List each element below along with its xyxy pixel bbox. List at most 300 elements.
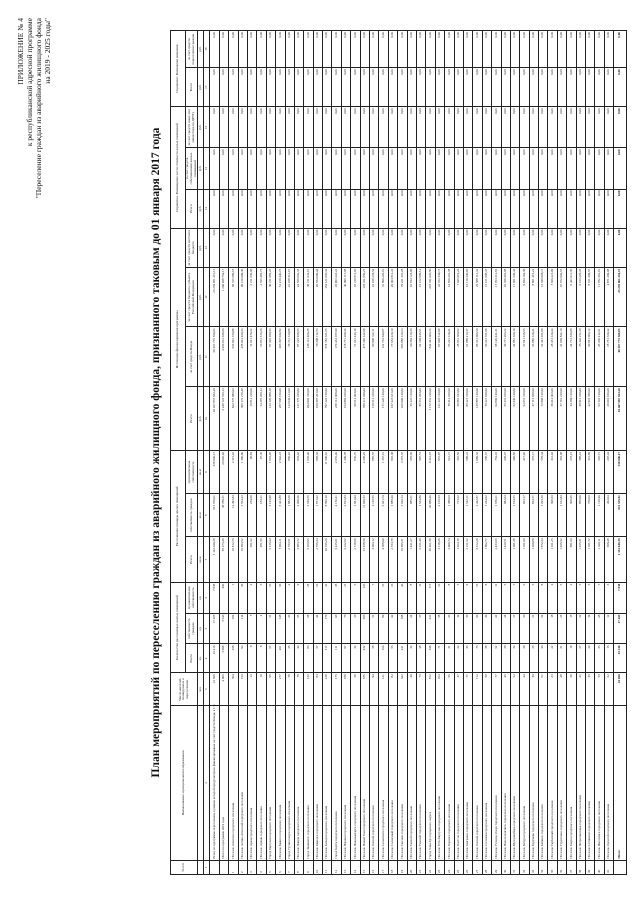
municipality-name: Поселок Наушки городского поселения — [341, 706, 350, 860]
value-cell: 60 367 775 569,05 — [210, 327, 219, 387]
value-cell: 68 120 441,31 — [492, 327, 501, 387]
value-cell: 1 367,16 — [379, 450, 388, 493]
value-cell: 24 712 334,08 — [567, 327, 576, 387]
value-cell: 85 273,38 — [219, 537, 228, 582]
value-cell: 0,00 — [426, 31, 435, 68]
municipality-name: Поселок Агинское городского поселения — [229, 706, 238, 860]
value-cell: 89 — [379, 613, 388, 644]
value-cell: 1 681,94 — [351, 494, 360, 537]
value-cell: 171 220 120,00 — [379, 387, 388, 451]
value-cell: 0,00 — [238, 31, 247, 68]
municipality-name: Поселок Онохой городского поселения — [473, 706, 482, 860]
value-cell: 20 889,40 — [426, 494, 435, 537]
municipality-name: Поселок Иволгинск городского поселения — [595, 706, 604, 860]
value-cell: 0,00 — [238, 228, 247, 267]
value-cell: 951,87 — [435, 450, 444, 493]
value-cell: 51 — [266, 613, 275, 644]
value-cell: 83 — [313, 673, 322, 706]
row-number: 14 — [351, 860, 360, 874]
row-number: 15 — [360, 860, 369, 874]
value-cell: 22 — [548, 644, 557, 673]
value-cell: 22 612 340,11 — [435, 267, 444, 327]
value-cell: 5 421,88 — [276, 494, 285, 537]
value-cell: 881,60 — [567, 537, 576, 582]
value-cell: 0,00 — [539, 107, 548, 148]
table-row — [557, 31, 566, 875]
value-cell: 0,00 — [266, 107, 275, 148]
municipality-name: Поселок Петропавловка городского поселения — [576, 706, 585, 860]
value-cell: 1 152 049,38 — [210, 537, 219, 582]
column-number-cell: 1 — [204, 860, 210, 874]
value-cell: 93 — [332, 613, 341, 644]
value-cell: 4 906 — [219, 673, 228, 706]
municipality-name: Поселок Селенгинск городского поселения — [379, 706, 388, 860]
value-cell: 0,00 — [595, 68, 604, 107]
row-number: 32 — [520, 860, 529, 874]
value-cell: 15 458,59 — [360, 537, 369, 582]
total-label: Итого — [614, 706, 627, 860]
value-cell: 0,00 — [247, 228, 256, 267]
value-cell: 7 620,14 — [398, 494, 407, 537]
row-number: 9 — [304, 860, 313, 874]
value-cell: 0,00 — [595, 31, 604, 68]
value-cell: 0,00 — [445, 31, 454, 68]
municipality-name: Поселок Хоринск городского поселения — [445, 706, 454, 860]
value-cell: 813 559,01 — [210, 494, 219, 537]
value-cell: 0,00 — [323, 31, 332, 68]
value-cell: 1 024,18 — [454, 537, 463, 582]
value-cell: 0,00 — [285, 228, 294, 267]
value-cell: 13 — [313, 582, 322, 613]
value-cell: 0,00 — [294, 148, 303, 189]
value-cell: 797 224 150,00 — [323, 387, 332, 451]
row-number: 18 — [388, 860, 397, 874]
value-cell: 0,00 — [520, 107, 529, 148]
value-cell: 0,00 — [219, 228, 228, 267]
total-value-cell: 7 838 — [614, 582, 627, 613]
value-cell: 0,00 — [426, 189, 435, 228]
column-number-cell: 11 — [204, 327, 210, 387]
value-cell: 48 912 010,00 — [576, 387, 585, 451]
value-cell: 148 — [276, 613, 285, 644]
row-number: 16 — [370, 860, 379, 874]
value-cell: 1 104,55 — [510, 494, 519, 537]
table-row — [454, 31, 463, 875]
value-cell: 26 — [351, 613, 360, 644]
value-cell: 0,00 — [360, 148, 369, 189]
value-cell: 61 — [539, 673, 548, 706]
value-cell: 0,00 — [426, 228, 435, 267]
table-row — [219, 31, 228, 875]
value-cell: 1 409,78 — [341, 450, 350, 493]
value-cell: 43 — [398, 582, 407, 613]
row-number: 35 — [548, 860, 557, 874]
value-cell: 58 — [435, 613, 444, 644]
value-cell: 4 — [247, 582, 256, 613]
value-cell: 0,00 — [323, 148, 332, 189]
value-cell: 0,00 — [576, 148, 585, 189]
value-cell: 0,00 — [360, 31, 369, 68]
municipality-name: Город Закаменск городского поселения — [304, 706, 313, 860]
value-cell: 94 — [370, 673, 379, 706]
value-cell: 75 — [473, 644, 482, 673]
value-cell: 579,34 — [539, 450, 548, 493]
municipality-name: Город Баргузин городского поселения — [266, 706, 275, 860]
value-cell: 217 — [323, 644, 332, 673]
value-cell: 13 121 008,47 — [482, 267, 491, 327]
column-number-cell: 18 — [204, 31, 210, 68]
unit-cell: руб. — [198, 68, 204, 107]
value-cell: 4 — [567, 582, 576, 613]
value-cell: 33 — [285, 613, 294, 644]
value-cell: 2 055,40 — [332, 450, 341, 493]
table-row — [313, 31, 322, 875]
value-cell: 27 — [510, 613, 519, 644]
value-cell: 39 412 003,00 — [548, 387, 557, 451]
value-cell: 0,00 — [604, 189, 613, 228]
value-cell: 201 — [276, 644, 285, 673]
value-cell: 154 — [238, 673, 247, 706]
value-cell: 44 — [313, 613, 322, 644]
value-cell: 0,00 — [294, 31, 303, 68]
value-cell: 0,00 — [351, 31, 360, 68]
table-row — [445, 31, 454, 875]
row-number: 21 — [416, 860, 425, 874]
value-cell: 79 221 301,28 — [398, 267, 407, 327]
value-cell: 53 — [276, 582, 285, 613]
value-cell: 0,00 — [501, 68, 510, 107]
col-header-ref1-total: Всего — [186, 189, 198, 228]
value-cell: 842 441 003,74 — [426, 327, 435, 387]
value-cell: 0,00 — [210, 31, 219, 68]
table-row — [360, 31, 369, 875]
municipality-name: Поселок Холтсон городского поселения — [454, 706, 463, 860]
value-cell: 1 888,40 — [388, 494, 397, 537]
value-cell: 72 998 120,00 — [539, 387, 548, 451]
value-cell: 0,00 — [219, 68, 228, 107]
value-cell: 0,00 — [266, 68, 275, 107]
value-cell: 0,00 — [304, 228, 313, 267]
col-header-ref2-total: Всего — [186, 68, 198, 107]
value-cell: 6 248 722 556,13 — [219, 387, 228, 451]
value-cell: 40 — [539, 644, 548, 673]
value-cell: 31 899 220,10 — [379, 267, 388, 327]
col-header-resettle-group: Расселяемая площадь жилых помещений — [171, 450, 186, 582]
value-cell: 8 — [257, 644, 266, 673]
value-cell: 0,00 — [567, 228, 576, 267]
value-cell: 0,00 — [360, 107, 369, 148]
value-cell: 6 — [501, 582, 510, 613]
value-cell: 23 259 961 216,15 — [210, 267, 219, 327]
value-cell: 117 — [426, 582, 435, 613]
value-cell: 0,00 — [586, 189, 595, 228]
value-cell: 0,00 — [257, 228, 266, 267]
value-cell: 98 612 003,00 — [351, 387, 360, 451]
value-cell: 0,00 — [247, 189, 256, 228]
value-cell: 0,00 — [557, 31, 566, 68]
value-cell: 338 040,17 — [210, 450, 219, 493]
value-cell: 4 — [548, 582, 557, 613]
value-cell: 67 — [266, 644, 275, 673]
value-cell: 30 — [482, 613, 491, 644]
value-cell: 34 — [510, 644, 519, 673]
value-cell: 0,00 — [567, 148, 576, 189]
row-number: 2 — [238, 860, 247, 874]
value-cell: 258 — [229, 644, 238, 673]
value-cell: 30 841 003,12 — [586, 327, 595, 387]
value-cell: 0,00 — [492, 107, 501, 148]
value-cell: 0,00 — [595, 148, 604, 189]
value-cell: 52 441 031,89 — [539, 327, 548, 387]
value-cell: 0,00 — [360, 68, 369, 107]
value-cell: 395 172 210,48 — [238, 387, 247, 451]
value-cell: 51 219 440,73 — [276, 267, 285, 327]
value-cell: 0,00 — [454, 31, 463, 68]
total-value-cell: 0,00 — [614, 31, 627, 68]
total-value-cell: 23 259 961 216,15 — [614, 267, 627, 327]
value-cell: 633 901 730,88 — [229, 327, 238, 387]
value-cell: 836,75 — [351, 450, 360, 493]
unit-cell: руб. — [198, 189, 204, 228]
value-cell: 0,00 — [548, 228, 557, 267]
value-cell: 1 244,62 — [482, 494, 491, 537]
value-cell: 30 990 117,08 — [341, 267, 350, 327]
row-number: 1 — [229, 860, 238, 874]
value-cell: 0,00 — [416, 68, 425, 107]
value-cell: 0,00 — [426, 68, 435, 107]
municipality-name: Поселок Кырен городского поселения — [567, 706, 576, 860]
col-header-ref2-a: за счет средств переселения граждан — [186, 31, 198, 68]
value-cell: 306 — [360, 613, 369, 644]
value-cell: 41 — [445, 644, 454, 673]
value-cell: 0,00 — [407, 228, 416, 267]
value-cell: 669,48 — [604, 537, 613, 582]
row-number: 30 — [501, 860, 510, 874]
value-cell: 0,00 — [313, 68, 322, 107]
value-cell: 15 — [379, 582, 388, 613]
value-cell: 87 226 930,55 — [294, 327, 303, 387]
total-value-cell: 92 467 867 932,20 — [614, 387, 627, 451]
value-cell: 2 050,30 — [294, 494, 303, 537]
value-cell: 86 221 310,00 — [463, 387, 472, 451]
row-number: 8 — [294, 860, 303, 874]
value-cell: 574 183 321,65 — [323, 327, 332, 387]
value-cell: 0,00 — [539, 31, 548, 68]
table-row — [595, 31, 604, 875]
value-cell: 1 670,40 — [304, 450, 313, 493]
total-value-cell: 0,00 — [614, 68, 627, 107]
total-value-cell: 0,00 — [614, 148, 627, 189]
value-cell: 1 523,89 — [416, 494, 425, 537]
value-cell: 0,00 — [454, 148, 463, 189]
col-header-fin-total: Всего — [186, 387, 198, 451]
value-cell: 0,00 — [416, 228, 425, 267]
table-row — [435, 31, 444, 875]
unit-cell: ед. — [198, 613, 204, 644]
value-cell: 15 — [473, 582, 482, 613]
value-cell: 204 902 310,00 — [304, 387, 313, 451]
row-number: 12 — [332, 860, 341, 874]
value-cell: 14 660 201,38 — [445, 267, 454, 327]
value-cell: 845,38 — [388, 450, 397, 493]
value-cell: 0,00 — [482, 189, 491, 228]
value-cell: 2 518,69 — [351, 537, 360, 582]
value-cell: 20 946,92 — [219, 450, 228, 493]
value-cell: 7 360 221,09 — [548, 267, 557, 327]
value-cell: 310,56 — [454, 450, 463, 493]
value-cell: 0,00 — [407, 107, 416, 148]
value-cell: 4 960 812 038,00 — [219, 327, 228, 387]
value-cell: 0,00 — [454, 189, 463, 228]
value-cell: 0,00 — [323, 228, 332, 267]
value-cell: 0,00 — [482, 31, 491, 68]
value-cell: 8 — [539, 582, 548, 613]
value-cell: 455,66 — [407, 450, 416, 493]
value-cell: 0,00 — [341, 228, 350, 267]
total-value-cell: 60 367 775 569,05 — [614, 327, 627, 387]
municipality-name: Поселок Джида городского поселения — [294, 706, 303, 860]
value-cell: 0,00 — [210, 68, 219, 107]
value-cell: 12 — [604, 613, 613, 644]
value-cell: 306 888 120,53 — [398, 327, 407, 387]
total-value-cell: 0,00 — [614, 107, 627, 148]
col-header-area-group: Количество расселяемых жилых помещений — [171, 582, 186, 673]
value-cell: 1 072,46 — [266, 450, 275, 493]
value-cell: 24 556 002,33 — [294, 267, 303, 327]
col-header-fin-fund: за счет средств Фонда — [186, 327, 198, 387]
value-cell: 4 438,26 — [360, 450, 369, 493]
table-row — [266, 31, 275, 875]
table-row — [257, 31, 266, 875]
value-cell: 30 211 082,25 — [266, 267, 275, 327]
value-cell: 0,00 — [454, 107, 463, 148]
col-header-area-mun: муниципальная собственность — [186, 582, 198, 613]
total-value-cell: 813 559,01 — [614, 494, 627, 537]
value-cell: 431 — [426, 613, 435, 644]
table-row — [351, 31, 360, 875]
row-number: 20 — [407, 860, 416, 874]
value-cell: 38 211 032,10 — [304, 267, 313, 327]
table-row — [229, 31, 238, 875]
value-cell: 22 109 233,54 — [370, 267, 379, 327]
value-cell: 0,00 — [294, 68, 303, 107]
row-number: 3 — [247, 860, 256, 874]
value-cell: 104 — [379, 644, 388, 673]
value-cell: 264,68 — [247, 494, 256, 537]
value-cell: 0,00 — [510, 148, 519, 189]
value-cell: 0,00 — [520, 228, 529, 267]
value-cell: 982,04 — [501, 494, 510, 537]
value-cell: 58 — [482, 673, 491, 706]
value-cell: 0,00 — [501, 189, 510, 228]
value-cell: 35 — [595, 644, 604, 673]
value-cell: 375,17 — [529, 450, 538, 493]
value-cell: 134 120 980,18 — [266, 387, 275, 451]
row-number: 37 — [567, 860, 576, 874]
value-cell: 92 467 867 932,20 — [210, 387, 219, 451]
value-cell: 45 — [463, 644, 472, 673]
value-cell: 0,00 — [238, 68, 247, 107]
value-cell: 2 812,84 — [341, 494, 350, 537]
value-cell: 0,00 — [576, 31, 585, 68]
value-cell: 154 121 003,42 — [323, 267, 332, 327]
value-cell: 0,00 — [539, 189, 548, 228]
value-cell: 18 219 811,03 — [351, 267, 360, 327]
table-row — [463, 31, 472, 875]
value-cell: 0,00 — [520, 189, 529, 228]
col-header-no: № п/п — [171, 860, 198, 874]
value-cell: 2 — [285, 582, 294, 613]
value-cell: 0,00 — [426, 107, 435, 148]
value-cell: 5 200,95 — [304, 537, 313, 582]
value-cell: 4 388,90 — [379, 537, 388, 582]
col-header-fin-group: Источники финансирования программы — [171, 228, 186, 450]
value-cell: 0,00 — [276, 148, 285, 189]
table-row — [539, 31, 548, 875]
column-number-cell: 2 — [204, 706, 210, 860]
value-cell: 206 397 032,82 — [276, 327, 285, 387]
row-number: 5 — [266, 860, 275, 874]
value-cell: 0,00 — [492, 228, 501, 267]
value-cell: 0,00 — [379, 189, 388, 228]
value-cell: 0,00 — [388, 148, 397, 189]
value-cell: 0,00 — [379, 148, 388, 189]
value-cell: 35 142 211,20 — [576, 327, 585, 387]
value-cell: 2 166,33 — [435, 494, 444, 537]
value-cell: 0,00 — [557, 68, 566, 107]
value-cell: 11 021 470,22 — [247, 327, 256, 387]
value-cell: 0,00 — [604, 107, 613, 148]
value-cell: 1 255,31 — [576, 537, 585, 582]
unit-cell: кв.м — [198, 537, 204, 582]
value-cell: 3 512,20 — [473, 537, 482, 582]
value-cell: 0,00 — [435, 148, 444, 189]
municipality-name: Поселок Нижнеангарск городского поселения — [351, 706, 360, 860]
total-value-cell: 0,00 — [614, 228, 627, 267]
value-cell: 0,00 — [520, 68, 529, 107]
value-cell: 241 — [398, 644, 407, 673]
value-cell: 0,00 — [332, 107, 341, 148]
value-cell: 62 430 120,00 — [510, 387, 519, 451]
value-cell: 10 993,52 — [238, 537, 247, 582]
value-cell: 1 011,25 — [548, 537, 557, 582]
value-cell: 182 — [229, 613, 238, 644]
value-cell: 3 — [604, 582, 613, 613]
value-cell: 35 — [285, 644, 294, 673]
row-number: 19 — [398, 860, 407, 874]
total-value-cell: 17 285 — [614, 613, 627, 644]
value-cell: 361,52 — [247, 537, 256, 582]
value-cell: 0,00 — [304, 148, 313, 189]
table-row — [473, 31, 482, 875]
value-cell: 1 012,84 — [557, 494, 566, 537]
row-number: 28 — [482, 860, 491, 874]
total-value-cell: 25 410 — [614, 644, 627, 673]
value-cell: 0,00 — [604, 31, 613, 68]
value-cell: 42 901 330,00 — [586, 387, 595, 451]
value-cell: 0,00 — [482, 68, 491, 107]
value-cell: 9 133 220,47 — [576, 267, 585, 327]
value-cell: 0,00 — [473, 189, 482, 228]
value-cell: 1 293,10 — [539, 494, 548, 537]
value-cell: 0,00 — [510, 31, 519, 68]
value-cell: 277 — [276, 673, 285, 706]
value-cell: 45 330 412,61 — [595, 327, 604, 387]
value-cell: 126 — [360, 582, 369, 613]
value-cell: 148 112 400,28 — [304, 327, 313, 387]
value-cell: 24 — [407, 613, 416, 644]
value-cell: 0,00 — [238, 107, 247, 148]
